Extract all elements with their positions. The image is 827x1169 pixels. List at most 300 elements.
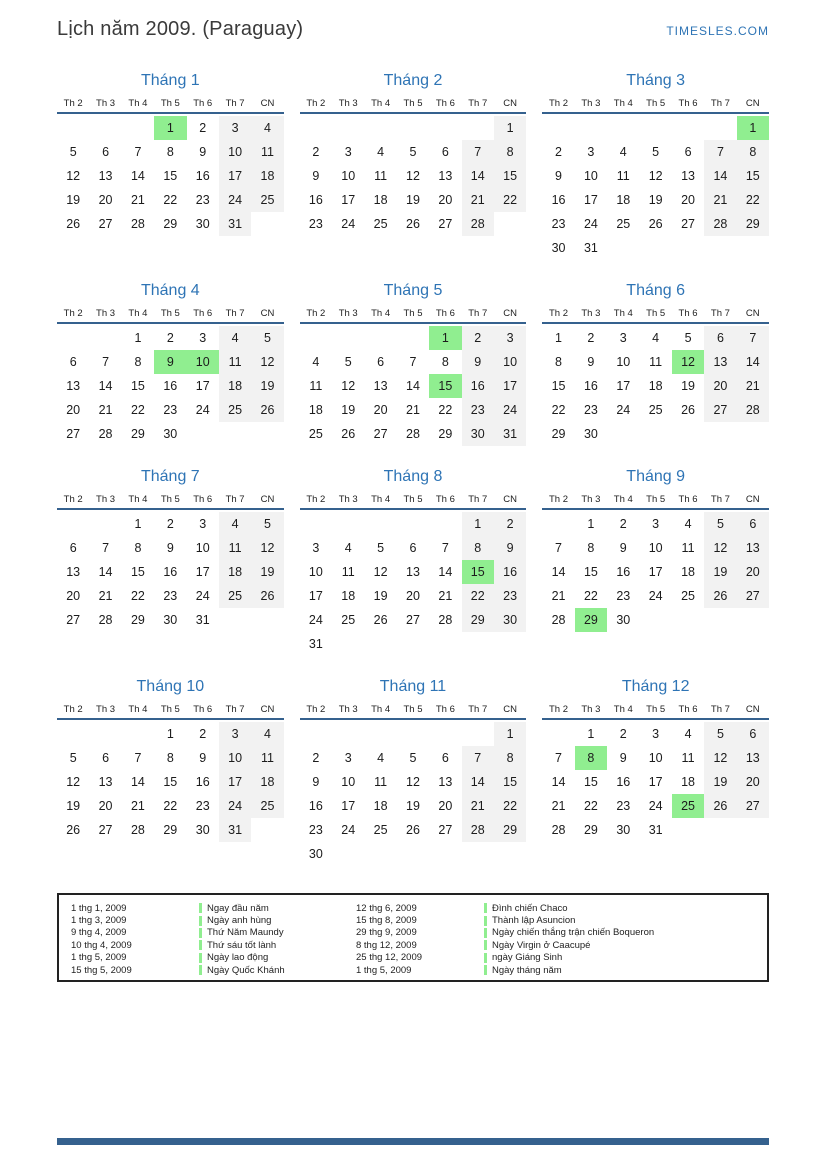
day-cell-empty xyxy=(639,236,671,260)
day-cell: 21 xyxy=(462,794,494,818)
week-row xyxy=(57,512,284,536)
day-cell: 23 xyxy=(462,398,494,422)
day-cell: 12 xyxy=(66,169,81,183)
month-title: Tháng 1 xyxy=(140,72,200,89)
day-cell: 2 xyxy=(312,751,320,765)
day-cell: 30 xyxy=(462,422,494,446)
weekday-header: Th 5 xyxy=(403,704,423,715)
day-cell: 18 xyxy=(373,193,388,207)
day-cell: 9 xyxy=(312,775,320,789)
legend-item xyxy=(356,927,755,939)
month-title: Tháng 8 xyxy=(383,468,443,485)
day-cell: 4 xyxy=(684,517,692,531)
day-cell: 16 xyxy=(462,374,494,398)
day-cell-empty xyxy=(462,722,494,746)
day-cell-empty xyxy=(332,326,364,350)
day-cell: 8 xyxy=(441,355,449,369)
weekday-header: Th 3 xyxy=(581,704,601,715)
day-cell: 16 xyxy=(308,193,323,207)
month-title: Tháng 5 xyxy=(383,282,443,299)
holiday-marker-icon xyxy=(484,965,487,975)
day-cell: 31 xyxy=(219,818,251,842)
day-cell: 16 xyxy=(163,379,178,393)
day-cell: 14 xyxy=(438,565,453,579)
day-cell: 2 xyxy=(462,326,494,350)
day-cell: 11 xyxy=(681,541,695,555)
weekday-header-row xyxy=(300,98,527,112)
day-cell: 19 xyxy=(681,379,695,393)
legend-holiday-name: Ngay đầu năm xyxy=(207,902,269,914)
day-cell-empty xyxy=(332,632,364,656)
day-cell: 27 xyxy=(737,794,769,818)
day-cell: 24 xyxy=(648,799,663,813)
weekday-header: Th 2 xyxy=(306,704,326,715)
day-cell: 16 xyxy=(195,169,210,183)
holiday-marker-icon xyxy=(484,953,487,963)
day-cell: 5 xyxy=(251,326,283,350)
day-cell: 25 xyxy=(251,188,283,212)
day-cell: 10 xyxy=(308,565,323,579)
day-cell-empty xyxy=(542,722,574,746)
day-cell: 10 xyxy=(583,169,598,183)
day-cell: 5 xyxy=(652,145,660,159)
day-cell: 3 xyxy=(344,145,352,159)
day-cell: 9 xyxy=(555,169,562,183)
day-cell: 4 xyxy=(251,116,283,140)
weekday-header: Th 6 xyxy=(435,308,455,319)
day-cell: 8 xyxy=(737,140,769,164)
week-row xyxy=(300,842,527,866)
day-cell: 19 xyxy=(341,403,356,417)
day-cell: 9 xyxy=(166,541,174,555)
week-row xyxy=(57,584,284,608)
day-cell: 22 xyxy=(163,193,178,207)
legend-date: 15 thg 8, 2009 xyxy=(356,915,417,927)
weekday-header: Th 4 xyxy=(128,494,148,505)
day-cell: 6 xyxy=(102,145,110,159)
legend-holiday-name: Ngày lao động xyxy=(207,952,269,964)
legend-item xyxy=(71,952,356,964)
weekday-header: Th 7 xyxy=(710,494,730,505)
legend-date: 15 thg 5, 2009 xyxy=(71,964,132,976)
weekday-header: CN xyxy=(745,98,760,109)
day-cell: 29 xyxy=(575,608,607,632)
day-cell: 27 xyxy=(681,217,695,231)
weekday-header: Th 3 xyxy=(581,308,601,319)
day-cell: 27 xyxy=(98,823,113,837)
day-cell: 13 xyxy=(406,565,420,579)
day-cell: 4 xyxy=(219,326,251,350)
day-cell: 8 xyxy=(587,541,595,555)
day-cell: 19 xyxy=(704,770,736,794)
day-cell: 26 xyxy=(66,217,81,231)
day-cell: 24 xyxy=(494,398,526,422)
day-cell: 8 xyxy=(494,746,526,770)
legend-holiday-name: Thành lập Asuncion xyxy=(492,915,576,927)
day-cell: 10 xyxy=(195,541,210,555)
weekday-header: CN xyxy=(260,704,275,715)
day-cell: 28 xyxy=(462,212,494,236)
weekday-header: Th 3 xyxy=(338,308,358,319)
week-row xyxy=(57,560,284,584)
legend-item xyxy=(356,964,755,976)
holiday-marker-icon xyxy=(199,965,202,975)
legend-date: 1 thg 5, 2009 xyxy=(71,952,127,964)
day-cell: 20 xyxy=(98,799,113,813)
day-cell: 20 xyxy=(438,799,453,813)
day-cell-empty xyxy=(672,236,704,260)
day-cell: 13 xyxy=(737,746,769,770)
day-cell: 5 xyxy=(684,331,692,345)
day-cell-empty xyxy=(364,842,396,866)
weekday-header: CN xyxy=(260,308,275,319)
day-cell: 24 xyxy=(219,794,251,818)
day-cell: 23 xyxy=(308,823,323,837)
day-cell: 27 xyxy=(438,217,453,231)
day-cell: 29 xyxy=(163,823,178,837)
day-cell-empty xyxy=(429,842,461,866)
day-cell: 26 xyxy=(66,823,81,837)
day-cell: 15 xyxy=(494,164,526,188)
day-cell: 19 xyxy=(251,374,283,398)
week-row xyxy=(542,584,769,608)
day-cell: 27 xyxy=(66,613,81,627)
day-cell: 5 xyxy=(251,512,283,536)
day-cell: 5 xyxy=(69,751,77,765)
day-cell: 30 xyxy=(583,427,598,441)
day-cell: 4 xyxy=(619,145,627,159)
day-cell: 3 xyxy=(587,145,595,159)
weekday-header-row xyxy=(542,704,769,718)
day-cell-empty xyxy=(397,116,429,140)
week-row xyxy=(542,746,769,770)
month-10 xyxy=(57,676,284,866)
day-cell: 7 xyxy=(704,140,736,164)
week-row xyxy=(300,536,527,560)
weekday-header: Th 4 xyxy=(613,704,633,715)
day-cell: 31 xyxy=(648,823,663,837)
weekday-header: Th 7 xyxy=(225,98,245,109)
month-title: Tháng 3 xyxy=(626,72,686,89)
legend-holiday-name: Ngày Quốc Khánh xyxy=(207,964,285,976)
weekday-header: Th 4 xyxy=(128,98,148,109)
day-cell-empty xyxy=(704,818,736,842)
day-cell: 18 xyxy=(251,770,283,794)
day-cell: 1 xyxy=(494,722,526,746)
day-cell: 14 xyxy=(406,379,420,393)
weekday-header: Th 5 xyxy=(646,494,666,505)
day-cell: 28 xyxy=(130,217,145,231)
week-row xyxy=(542,770,769,794)
day-cell: 28 xyxy=(406,427,420,441)
week-row xyxy=(300,794,527,818)
weekday-header: Th 3 xyxy=(96,98,116,109)
weekday-header: Th 3 xyxy=(581,494,601,505)
day-cell: 6 xyxy=(441,145,449,159)
day-cell-empty xyxy=(219,422,251,446)
weekday-header: Th 3 xyxy=(338,98,358,109)
weekday-header: Th 7 xyxy=(710,98,730,109)
day-cell: 16 xyxy=(195,775,210,789)
day-cell: 21 xyxy=(737,374,769,398)
day-cell: 2 xyxy=(199,727,207,741)
day-cell: 28 xyxy=(130,823,145,837)
header-divider xyxy=(300,508,527,510)
day-cell: 23 xyxy=(616,799,631,813)
week-row xyxy=(542,140,769,164)
legend-item xyxy=(71,914,356,926)
weekday-header: Th 6 xyxy=(193,98,213,109)
week-row xyxy=(300,512,527,536)
day-cell: 11 xyxy=(309,379,323,393)
week-row xyxy=(57,794,284,818)
day-cell: 11 xyxy=(341,565,355,579)
month-1 xyxy=(57,70,284,260)
week-row xyxy=(57,722,284,746)
weekday-header: CN xyxy=(503,494,517,505)
brand-link[interactable]: TIMESLES.COM xyxy=(666,24,769,38)
day-cell: 1 xyxy=(154,116,186,140)
day-cell: 5 xyxy=(409,145,417,159)
day-cell: 7 xyxy=(555,541,562,555)
day-cell: 19 xyxy=(251,560,283,584)
header-divider xyxy=(57,112,284,114)
day-cell: 19 xyxy=(704,560,736,584)
weekday-header: Th 6 xyxy=(193,704,213,715)
weekday-header: Th 4 xyxy=(371,98,391,109)
day-cell: 7 xyxy=(737,326,769,350)
month-6 xyxy=(542,280,769,446)
day-cell: 24 xyxy=(195,589,210,603)
day-cell: 31 xyxy=(494,422,526,446)
day-cell: 22 xyxy=(462,584,494,608)
month-title: Tháng 9 xyxy=(626,468,686,485)
week-row xyxy=(57,164,284,188)
day-cell: 14 xyxy=(462,164,494,188)
day-cell: 25 xyxy=(373,217,388,231)
day-cell: 18 xyxy=(219,560,251,584)
day-cell: 29 xyxy=(494,818,526,842)
day-cell: 1 xyxy=(587,517,595,531)
weekday-header: CN xyxy=(503,98,517,109)
week-row xyxy=(542,512,769,536)
month-12 xyxy=(542,676,769,866)
day-cell: 13 xyxy=(438,775,453,789)
day-cell: 4 xyxy=(377,145,385,159)
day-cell: 8 xyxy=(166,751,174,765)
day-cell: 17 xyxy=(195,565,210,579)
day-cell-empty xyxy=(57,512,89,536)
day-cell: 25 xyxy=(341,613,356,627)
week-row xyxy=(542,116,769,140)
legend-item xyxy=(356,914,755,926)
day-cell: 25 xyxy=(373,823,388,837)
day-cell: 16 xyxy=(494,560,526,584)
weekday-header: Th 6 xyxy=(678,98,698,109)
week-row xyxy=(542,722,769,746)
day-cell: 10 xyxy=(219,140,251,164)
week-row xyxy=(542,212,769,236)
weekday-header: Th 6 xyxy=(435,98,455,109)
weekday-header: Th 5 xyxy=(646,704,666,715)
day-cell-empty xyxy=(89,512,121,536)
day-cell: 5 xyxy=(69,145,77,159)
day-cell-empty xyxy=(639,116,671,140)
header-divider xyxy=(542,112,769,114)
day-cell: 11 xyxy=(251,746,283,770)
day-cell-empty xyxy=(737,422,769,446)
legend-column-left xyxy=(71,902,356,976)
holiday-marker-icon xyxy=(484,940,487,950)
day-cell-empty xyxy=(737,818,769,842)
day-cell: 25 xyxy=(308,427,323,441)
day-cell: 17 xyxy=(583,193,598,207)
day-cell: 15 xyxy=(462,560,494,584)
day-cell: 15 xyxy=(583,565,598,579)
day-cell: 16 xyxy=(163,565,178,579)
day-cell: 28 xyxy=(98,613,113,627)
day-cell-empty xyxy=(122,722,154,746)
day-cell: 24 xyxy=(616,403,631,417)
day-cell-empty xyxy=(737,236,769,260)
day-cell-empty xyxy=(89,326,121,350)
weekday-header: Th 7 xyxy=(710,704,730,715)
day-cell: 28 xyxy=(438,613,453,627)
header-divider xyxy=(300,718,527,720)
day-cell: 2 xyxy=(166,331,174,345)
day-cell: 23 xyxy=(195,193,210,207)
day-cell: 29 xyxy=(462,608,494,632)
day-cell: 12 xyxy=(704,746,736,770)
week-row xyxy=(300,164,527,188)
header-divider xyxy=(542,322,769,324)
day-cell: 24 xyxy=(583,217,598,231)
week-row xyxy=(57,326,284,350)
weekday-header: Th 5 xyxy=(646,98,666,109)
day-cell: 12 xyxy=(66,775,81,789)
week-row xyxy=(542,794,769,818)
day-cell: 17 xyxy=(219,770,251,794)
day-cell: 3 xyxy=(494,326,526,350)
holiday-marker-icon xyxy=(199,916,202,926)
day-cell: 22 xyxy=(163,799,178,813)
month-title: Tháng 11 xyxy=(379,678,447,695)
day-cell: 13 xyxy=(373,379,388,393)
day-cell: 21 xyxy=(130,799,145,813)
day-cell: 6 xyxy=(102,751,110,765)
week-row xyxy=(300,212,527,236)
day-cell: 2 xyxy=(555,145,562,159)
day-cell: 14 xyxy=(98,565,113,579)
week-row xyxy=(300,818,527,842)
weekday-header: Th 2 xyxy=(549,308,569,319)
day-cell: 21 xyxy=(406,403,420,417)
day-cell: 8 xyxy=(462,536,494,560)
day-cell: 31 xyxy=(219,212,251,236)
day-cell: 23 xyxy=(616,589,631,603)
day-cell-empty xyxy=(704,422,736,446)
day-cell: 1 xyxy=(494,116,526,140)
day-cell-empty xyxy=(187,422,219,446)
weekday-header-row xyxy=(542,98,769,112)
week-row xyxy=(300,422,527,446)
day-cell-empty xyxy=(494,632,526,656)
day-cell: 22 xyxy=(583,589,598,603)
day-cell: 3 xyxy=(219,722,251,746)
weekday-header: Th 2 xyxy=(306,308,326,319)
day-cell: 13 xyxy=(98,169,113,183)
day-cell: 21 xyxy=(462,188,494,212)
week-row xyxy=(300,632,527,656)
week-row xyxy=(57,818,284,842)
day-cell: 17 xyxy=(341,799,356,813)
weekday-header: CN xyxy=(745,704,760,715)
day-cell: 19 xyxy=(373,589,388,603)
day-cell: 29 xyxy=(583,823,598,837)
day-cell: 14 xyxy=(551,775,566,789)
day-cell: 9 xyxy=(619,541,627,555)
day-cell: 13 xyxy=(98,775,113,789)
day-cell: 4 xyxy=(344,541,352,555)
day-cell: 14 xyxy=(704,164,736,188)
day-cell: 2 xyxy=(619,517,627,531)
week-row xyxy=(542,236,769,260)
day-cell: 26 xyxy=(704,794,736,818)
day-cell-empty xyxy=(672,608,704,632)
weekday-header: Th 2 xyxy=(549,494,569,505)
month-3 xyxy=(542,70,769,260)
week-row xyxy=(542,398,769,422)
day-cell: 23 xyxy=(494,584,526,608)
day-cell: 29 xyxy=(130,427,145,441)
day-cell: 8 xyxy=(555,355,562,369)
day-cell: 13 xyxy=(737,536,769,560)
weekday-header: Th 2 xyxy=(549,98,569,109)
weekday-header: Th 4 xyxy=(371,308,391,319)
day-cell-empty xyxy=(251,212,283,236)
day-cell: 18 xyxy=(681,565,695,579)
weekday-header: Th 6 xyxy=(193,494,213,505)
week-row xyxy=(57,188,284,212)
day-cell: 22 xyxy=(494,794,526,818)
week-row xyxy=(542,326,769,350)
day-cell: 22 xyxy=(737,188,769,212)
weekday-header: Th 5 xyxy=(646,308,666,319)
day-cell-empty xyxy=(397,326,429,350)
day-cell-empty xyxy=(364,326,396,350)
day-cell: 2 xyxy=(166,517,174,531)
month-title: Tháng 12 xyxy=(621,678,690,695)
day-cell: 19 xyxy=(66,799,81,813)
day-cell: 4 xyxy=(251,722,283,746)
day-cell-empty xyxy=(364,722,396,746)
legend-item xyxy=(356,902,755,914)
day-cell: 25 xyxy=(251,794,283,818)
day-cell: 13 xyxy=(66,379,81,393)
day-cell: 11 xyxy=(251,140,283,164)
week-row xyxy=(57,422,284,446)
footer-bar xyxy=(57,1138,769,1145)
day-cell-empty xyxy=(397,722,429,746)
week-row xyxy=(542,422,769,446)
day-cell: 30 xyxy=(195,823,210,837)
day-cell: 6 xyxy=(69,541,77,555)
week-row xyxy=(300,770,527,794)
day-cell: 27 xyxy=(737,584,769,608)
day-cell: 10 xyxy=(494,350,526,374)
day-cell: 31 xyxy=(583,241,598,255)
weekday-header: Th 2 xyxy=(306,494,326,505)
